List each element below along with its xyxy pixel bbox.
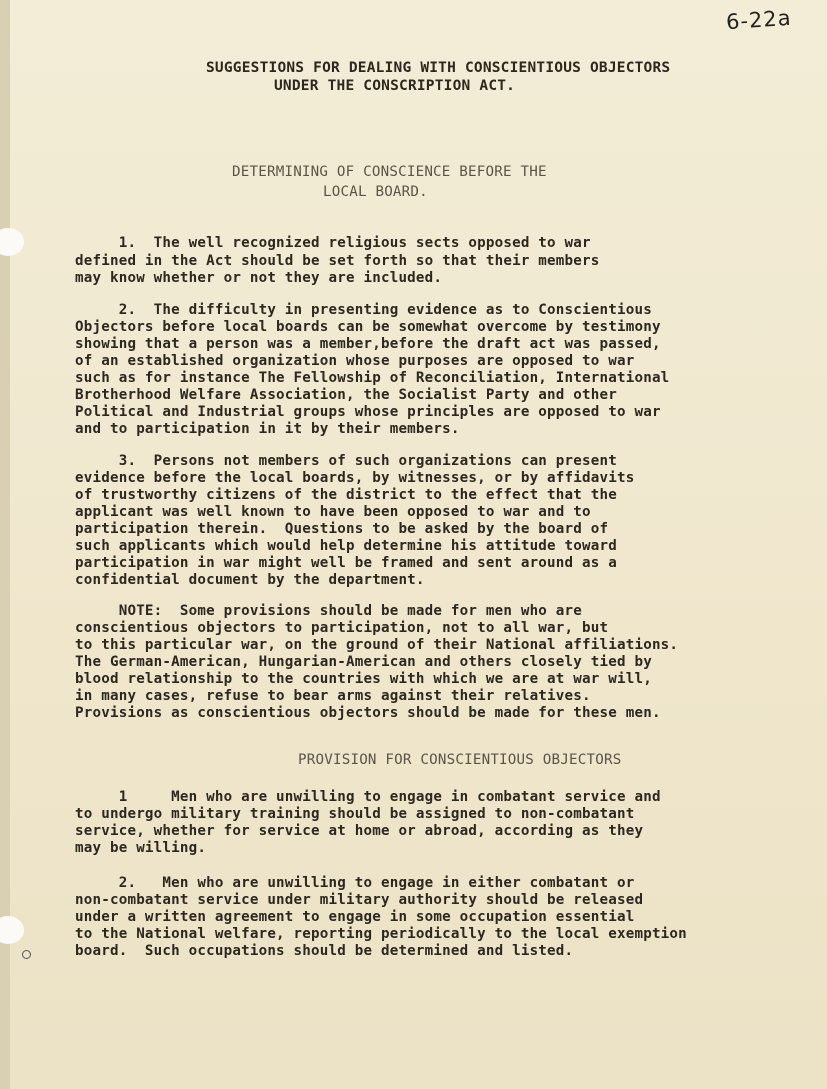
title-line-2: UNDER THE CONSCRIPTION ACT. (274, 78, 516, 94)
section1-para2-line-6: Brotherhood Welfare Association, the Socialist Party and other (75, 387, 617, 403)
section2-para2-line-3: under a written agreement to engage in some occupation essential (75, 909, 635, 925)
section1-para1-line-3: may know whether or not they are included. (75, 270, 443, 286)
section1-para1-line-2: defined in the Act should be set forth so that their members (75, 253, 600, 269)
section1-para3-line-5: participation therein. Questions to be asked by the board of (75, 521, 609, 537)
pencil-mark (22, 950, 31, 959)
section2-para2-line-2: non-combatant service under military authority should be released (75, 892, 644, 908)
section1-para2-line-3: showing that a person was a member,before the draft act was passed, (75, 336, 661, 352)
section1-para2-line-2: Objectors before local boards can be somewhat overcome by testimony (75, 319, 661, 335)
note-line-5: blood relationship to the countries with which we are at war will, (75, 671, 652, 687)
note-line-7: Provisions as conscientious objectors should be made for these men. (75, 705, 661, 721)
note-line-1: NOTE: Some provisions should be made for men who are (75, 603, 583, 619)
section1-para3-line-3: of trustworthy citizens of the district to the effect that the (75, 487, 617, 503)
section2-heading: PROVISION FOR CONSCIENTIOUS OBJECTORS (298, 752, 622, 768)
section1-para3-line-2: evidence before the local boards, by witnesses, or by affidavits (75, 470, 635, 486)
note-line-2: conscientious objectors to participation, not to all war, but (75, 620, 609, 636)
section2-para1-line-1: 1 Men who are unwilling to engage in combatant service and (75, 789, 661, 805)
section2-para1-line-3: service, whether for service at home or abroad, according as they (75, 823, 644, 839)
section1-para2-line-8: and to participation in it by their members. (75, 421, 460, 437)
section1-heading-line-1: DETERMINING OF CONSCIENCE BEFORE THE (232, 164, 547, 180)
note-line-4: The German-American, Hungarian-American and others closely tied by (75, 654, 652, 670)
section1-para3-line-1: 3. Persons not members of such organizations can present (75, 453, 617, 469)
section1-para3-line-6: such applicants which would help determine his attitude toward (75, 538, 617, 554)
section1-para2-line-4: of an established organization whose purposes are opposed to war (75, 353, 635, 369)
section1-para2-line-7: Political and Industrial groups whose principles are opposed to war (75, 404, 661, 420)
section2-para2-line-5: board. Such occupations should be determined and listed. (75, 943, 574, 959)
punch-hole-top (0, 228, 24, 256)
note-line-3: to this particular war, on the ground of their National affiliations. (75, 637, 679, 653)
section1-para3-line-4: applicant was well known to have been opposed to war and to (75, 504, 591, 520)
section1-heading-line-2: LOCAL BOARD. (323, 184, 428, 200)
section2-para2-line-1: 2. Men who are unwilling to engage in either combatant or (75, 875, 635, 891)
note-line-6: in many cases, refuse to bear arms against their relatives. (75, 688, 591, 704)
section2-para2-line-4: to the National welfare, reporting periodically to the local exemption (75, 926, 687, 942)
section1-para2-line-1: 2. The difficulty in presenting evidence as to Conscientious (75, 302, 652, 318)
section1-para3-line-7: participation in war might well be framed and sent around as a (75, 555, 617, 571)
punch-hole-bottom (0, 916, 24, 944)
handwritten-annotation: 6-22a (725, 5, 793, 35)
section2-para1-line-2: to undergo military training should be assigned to non-combatant (75, 806, 635, 822)
section1-para3-line-8: confidential document by the department. (75, 572, 425, 588)
section1-para1-line-1: 1. The well recognized religious sects opposed to war (75, 235, 591, 251)
title-line-1: SUGGESTIONS FOR DEALING WITH CONSCIENTIOUS OBJECTORS (206, 60, 671, 76)
section2-para1-line-4: may be willing. (75, 840, 207, 856)
section1-para2-line-5: such as for instance The Fellowship of Reconciliation, International (75, 370, 670, 386)
